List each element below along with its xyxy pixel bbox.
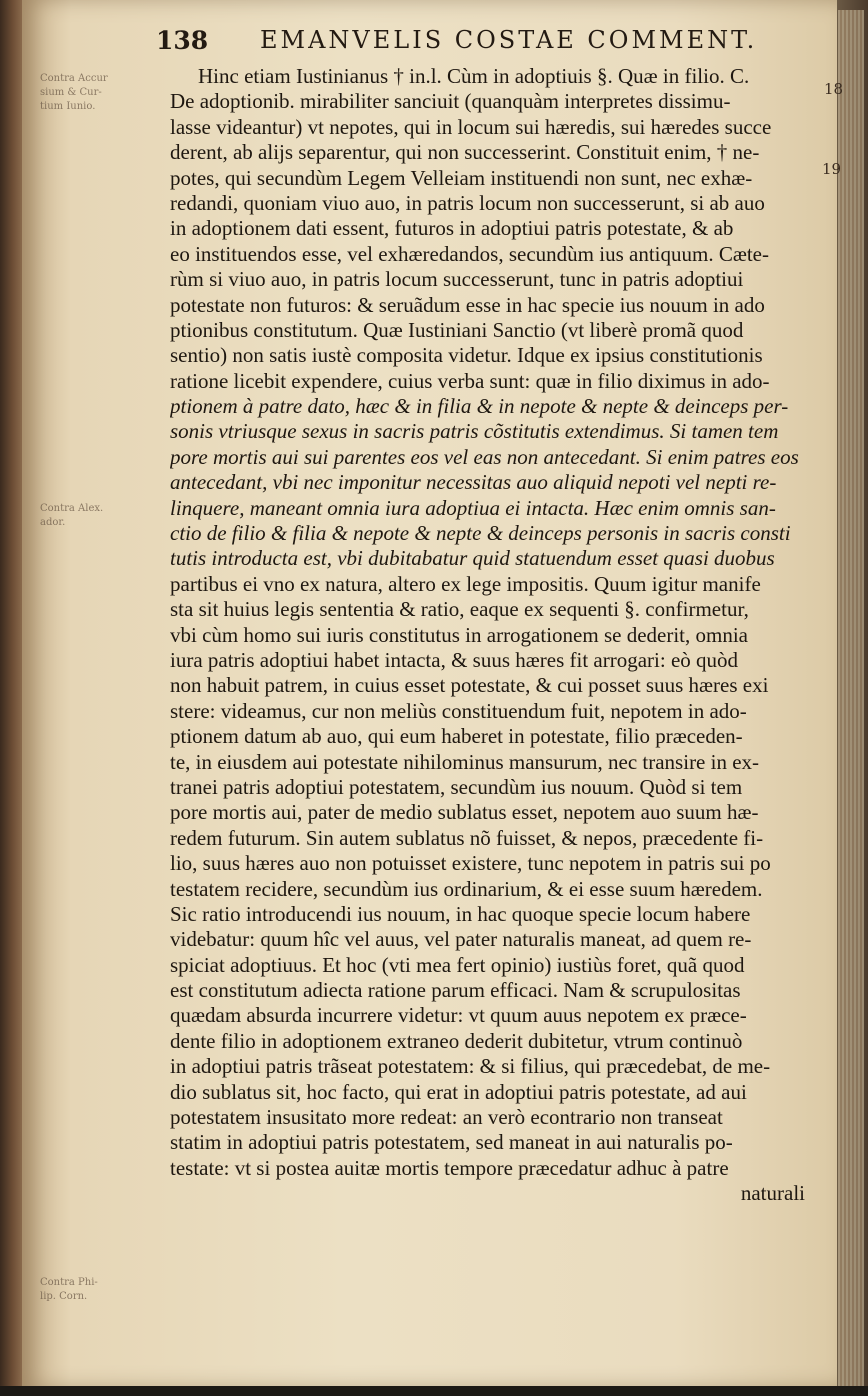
text-line: ptionibus constitutum. Quæ Iustiniani Sanctio (vt liberè promã quod	[170, 317, 744, 342]
text-line: redem futurum. Sin autem sublatus nõ fuisset, & nepos, præcedente fi-	[170, 825, 764, 850]
text-line: in adoptionem dati essent, futuros in adoptiui patris potestate, & ab	[170, 216, 734, 241]
margin-number: 18	[824, 80, 844, 98]
text-line: dente filio in adoptionem extraneo dederit dubitetur, vtrum continuò	[170, 1028, 743, 1053]
text-line: dio sublatus sit, hoc facto, qui erat in adoptiui patris potestate, ad aui	[170, 1079, 747, 1104]
text-line: partibus ei vno ex natura, altero ex lege impositis. Quum igitur manife	[170, 571, 761, 596]
text-line: antecedant, vbi nec imponitur necessitas auo aliquid nepoti vel nepti re-	[170, 470, 777, 495]
body-text	[170, 64, 825, 1207]
text-line: testate: vt si postea auitæ mortis tempore præcedatur adhuc à patre	[170, 1155, 729, 1180]
scan-left-edge	[0, 0, 22, 1396]
text-line: potestatem insusitato more redeat: an verò econtrario non transeat	[170, 1105, 723, 1130]
text-line: statim in adoptiui patris potestatem, sed maneat in aui naturalis po-	[170, 1130, 733, 1155]
text-line: tranei patris adoptiui potestatem, secundùm ius nouum. Quòd si tem	[170, 774, 743, 799]
text-line: redandi, quoniam viuo auo, in patris locum non successerunt, si ab auo	[170, 190, 765, 215]
text-line: linquere, maneant omnia iura adoptiua ei intacta. Hæc enim omnis san-	[170, 495, 776, 520]
catchword: naturali	[740, 1181, 805, 1206]
text-line: pore mortis aui, pater de medio sublatus esset, nepotem auo suum hæ-	[170, 800, 759, 825]
margin-note: ador.	[40, 517, 66, 528]
page-edges	[838, 10, 864, 1390]
text-line: sta sit huius legis sententia & ratio, eaque ex sequenti §. confirmetur,	[170, 597, 749, 622]
text-line: vbi cùm homo sui iuris constitutus in arrogationem se dederit, omnia	[170, 622, 748, 647]
text-line: De adoptionib. mirabiliter sanciuit (quanquàm interpretes dissimu-	[170, 89, 731, 114]
page-header	[150, 22, 790, 62]
text-line: est constitutum adiecta ratione parum efficaci. Nam & scrupulositas	[170, 978, 741, 1003]
text-line: Hinc etiam Iustinianus † in.l. Cùm in adoptiuis §. Quæ in filio. C.	[198, 64, 750, 88]
text-line: potestate non futuros: & seruãdum esse in hac specie ius nouum in ado	[170, 292, 765, 317]
text-line: quædam absurda incurrere videtur: vt quum auus nepotem ex præce-	[170, 1003, 747, 1028]
text-line: testatem recidere, secundùm ius ordinarium, & ei esse suum hæredem.	[170, 876, 763, 901]
text-line: ratione licebit expendere, cuius verba sunt: quæ in filio diximus in ado-	[170, 368, 770, 393]
text-line: tutis introducta est, vbi dubitabatur quid statuendum esset quasi duobus	[170, 546, 775, 571]
text-line: in adoptiui patris trãseat potestatem: & si filius, qui præcedebat, de me-	[170, 1054, 771, 1079]
text-line: rùm si viuo auo, in patris locum successerunt, tunc in patris adoptiui	[170, 267, 744, 292]
margin-note: tium Iunio.	[40, 101, 96, 112]
margin-note: Contra Phi-	[40, 1277, 98, 1288]
text-line: ctio de filio & filia & nepote & nepte & deinceps personis in sacris consti	[170, 521, 791, 546]
text-line: pore mortis aui sui parentes eos vel eas non antecedant. Si enim patres eos	[170, 444, 799, 469]
text-line: non habuit patrem, in cuius esset potestate, & cui posset suus hæres exi	[170, 673, 769, 698]
text-line: potes, qui secundùm Legem Velleiam instituendi non sunt, nec exhæ-	[170, 165, 753, 190]
text-line: iura patris adoptiui habet intacta, & suus hæres fit arrogari: eò quòd	[170, 647, 739, 672]
text-line: sonis vtriusque sexus in sacris patris cõstitutis extendimus. Si tamen tem	[170, 419, 779, 444]
text-line: stere: videamus, cur non meliùs constituendum fuit, nepotem in ado-	[170, 698, 747, 723]
margin-note: sium & Cur-	[40, 87, 102, 98]
margin-note: Contra Alex.	[40, 503, 104, 514]
text-line: eo instituendos esse, vel exhæredandos, secundùm ius antiquum. Cæte-	[170, 241, 769, 266]
margin-note: lip. Corn.	[40, 1291, 88, 1302]
text-line: lio, suus hæres auo non potuisset existere, tunc nepotem in patris sui po	[170, 851, 771, 876]
page-number: 138	[156, 26, 209, 55]
margin-number: 19	[822, 160, 842, 178]
running-title: EMANVELIS COSTAE COMMENT.	[260, 26, 758, 54]
text-line: ptionem à patre dato, hæc & in filia & in nepote & nepte & deinceps per-	[170, 394, 789, 419]
text-line: Sic ratio introducendi ius nouum, in hac quoque specie locum habere	[170, 901, 751, 926]
text-line: sentio) non satis iustè composita videtur. Idque ex ipsius constitutionis	[170, 343, 763, 368]
text-line: spiciat adoptiuus. Et hoc (vti mea fert opinio) iustiùs foret, quã quod	[170, 952, 745, 977]
text-line: lasse videantur) vt nepotes, qui in locum sui hæredis, sui hæredes succe	[170, 114, 772, 139]
text-line: derent, ab alijs separentur, qui non successerint. Constituit enim, † ne-	[170, 140, 760, 165]
margin-note: Contra Accur	[40, 73, 108, 84]
text-line: videbatur: quum hîc vel auus, vel pater naturalis maneat, ad quem re-	[170, 927, 752, 952]
text-line: ptionem datum ab auo, qui eum haberet in potestate, filio præceden-	[170, 724, 743, 749]
text-line: te, in eiusdem aui potestate nihilominus mansurum, nec transire in ex-	[170, 749, 760, 774]
scan-bottom-edge	[0, 1386, 868, 1396]
